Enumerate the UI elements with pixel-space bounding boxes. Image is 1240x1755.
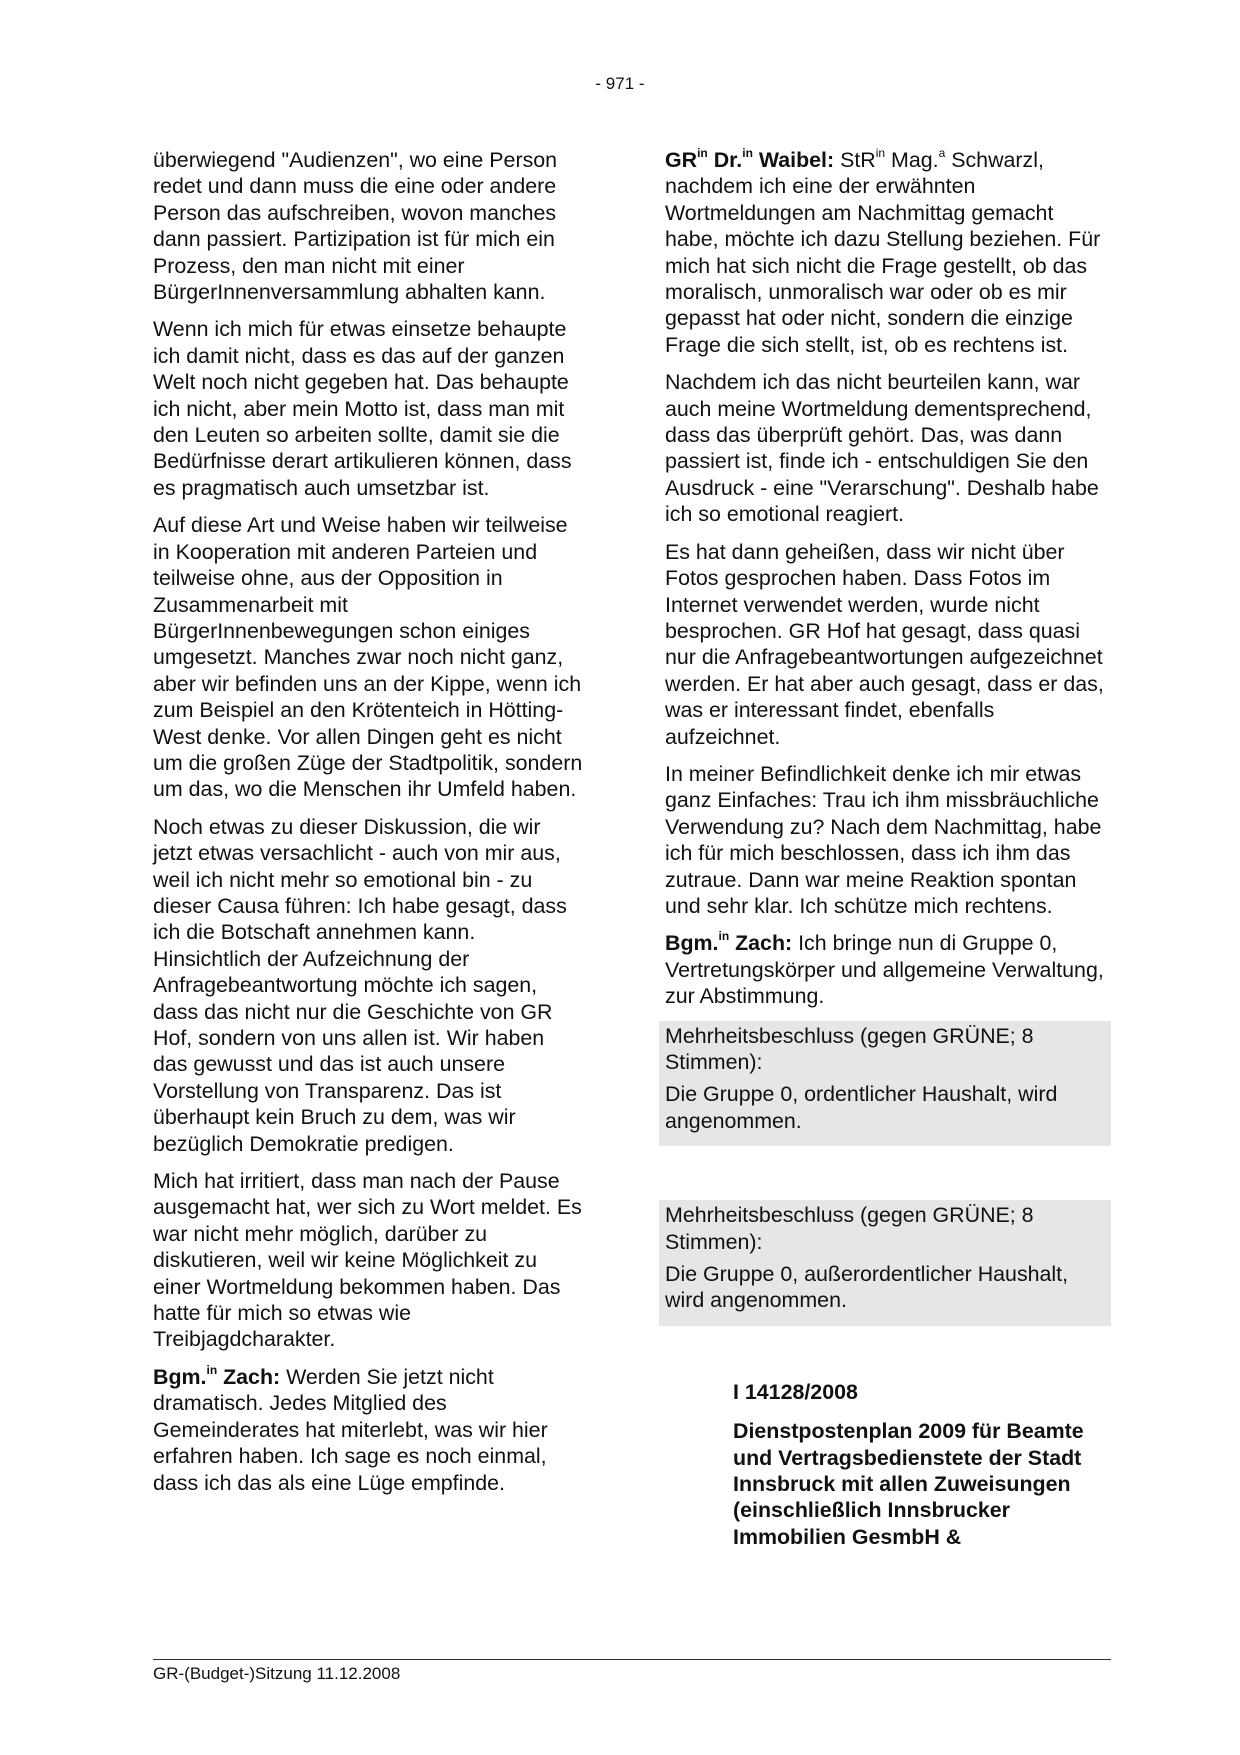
paragraph: überwiegend "Audienzen", wo eine Person redet und dann muss die eine oder andere Person das aufschreiben, wovon manches dann passiert. Partizipation ist für mich ein Prozess, den man nicht mit einer BürgerInnenversammlung abhalten kann. [153,148,558,305]
right-column [665,147,1110,1563]
footer-text: GR-(Budget-)Sitzung 11.12.2008 [153,1664,401,1683]
paragraph: Mich hat irritiert, dass man nach der Pause ausgemacht hat, wer sich zu Wort meldet. Es war nicht mehr möglich, darüber zu diskutieren, weil wir keine Möglichkeit zu einer Wortmeldung bekommen haben. Das hatte für mich so etwas wie Treibjagdcharakter. [153,1169,582,1352]
speech-mayor-zach [153,1364,583,1496]
paragraph: In meiner Befindlichkeit denke ich mir etwas ganz Einfaches: Trau ich ihm missbräuchliche Verwendung zu? Nach dem Nachmittag, habe ich für mich beschlossen, dass ich ihm das zutraue. Dann war meine Reaktion spontan und sehr klar. Ich schütze mich rechtens. [665,761,1102,918]
paragraph: Auf diese Art und Weise haben wir teilweise in Kooperation mit anderen Parteien und teilweise ohne, aus der Opposition in Zusammenarbeit mit BürgerInnenbewegungen schon einiges umgesetzt. Manches zwar noch nicht ganz, aber wir befinden uns an der Kippe, wenn ich zum Beispiel an den Krötenteich in Hötting-West denke. Vor allen Dingen geht es nicht um die großen Züge der Stadtpolitik, sondern um das, wo die Menschen ihr Umfeld haben. [153,513,583,802]
speech-waibel [665,147,1110,358]
left-column [153,147,583,1507]
resolution-vote: Mehrheitsbeschluss (gegen GRÜNE; 8 Stimmen): [665,1023,1034,1074]
paragraph: Noch etwas zu dieser Diskussion, die wir jetzt etwas versachlicht - auch von mir aus, weil ich nicht mehr so emotional bin - zu dieser Causa führen: Ich habe gesagt, dass ich die Botschaft annehmen kann. Hinsichtlich der Aufzeichnung der Anfragebeantwortung möchte ich sagen, dass das nicht nur die Geschichte von GR Hof, sondern von uns allen ist. Wir haben das gewusst und das ist auch unsere Vorstellung von Transparenz. Das ist überhaupt kein Bruch zu dem, was wir bezüglich Demokratie predigen. [153,814,567,1156]
speech-mayor-zach [665,930,1110,1009]
speech-text: Schwarzl, nachdem ich eine der erwähnten Wortmeldungen am Nachmittag gemacht habe, möchte ich dazu Stellung beziehen. Für mich hat sich nicht die Frage gestellt, ob das moralisch, unmoralisch war oder ob es mir gepasst hat oder nicht, sondern die einzige Frage die sich stellt, ist, ob es rechtens ist. [665,148,1101,357]
agenda-title: Dienstpostenplan 2009 für Beamte und Vertragsbedienstete der Stadt Innsbruck mit allen Zuweisungen (einschließlich Innsbrucker Immobilien GesmbH & [733,1419,1084,1549]
speech-text: Werden Sie jetzt nicht dramatisch. Jedes Mitglied des Gemeinderates hat miterlebt, was wir hier erfahren haben. Ich sage es noch einmal, dass ich das als eine Lüge empfinde. [153,1364,548,1495]
speaker-label: $GR^{in}$ Dr.$^{in}$ Waibel: [665,145,835,172]
resolution-box [659,1021,1111,1147]
speaker-label: Bgm.$^{in}$ Zach: [665,929,793,956]
resolution-result: Die Gruppe 0, ordentlicher Haushalt, wird angenommen. [665,1082,1058,1133]
addressee: StR$^{in}$ Mag.$^a$ [834,145,946,172]
paragraph: Wenn ich mich für etwas einsetze behaupte ich damit nicht, dass es das auf der ganzen Welt noch nicht gegeben hat. Das behaupte ich nicht, aber mein Motto ist, dass man mit den Leuten so arbeiten sollte, damit sie die Bedürfnisse derart artikulieren können, dass es pragmatisch auch umsetzbar ist. [153,317,572,500]
resolution-box [659,1200,1111,1326]
paragraph: Nachdem ich das nicht beurteilen kann, war auch meine Wortmeldung dementsprechend, dass das überprüft gehört. Das, was dann passiert ist, finde ich - entschuldigen Sie den Ausdruck - eine "Verarschung". Deshalb habe ich so emotional reagiert. [665,370,1099,527]
agenda-number: I 14128/2008 [733,1379,858,1404]
resolution-result: Die Gruppe 0, außerordentlicher Haushalt, wird angenommen. [665,1262,1069,1313]
page-number: - 971 - [595,74,645,93]
agenda-item [733,1379,1113,1550]
speech-text: Ich bringe nun di Gruppe 0, Vertretungskörper und allgemeine Verwaltung, zur Abstimmung. [665,931,1104,1009]
paragraph: Es hat dann geheißen, dass wir nicht über Fotos gesprochen haben. Dass Fotos im Internet verwendet werden, wurde nicht besprochen. GR Hof hat gesagt, dass quasi nur die Anfragebeantwortungen aufgezeichnet werden. Er hat aber auch gesagt, dass er das, was er interessant findet, ebenfalls aufzeichnet. [665,539,1104,749]
spacer [665,1146,1110,1200]
speaker-label: Bgm.$^{in}$ Zach: [153,1362,281,1389]
footer-divider [153,1659,1111,1660]
resolution-vote: Mehrheitsbeschluss (gegen GRÜNE; 8 Stimmen): [665,1203,1034,1254]
